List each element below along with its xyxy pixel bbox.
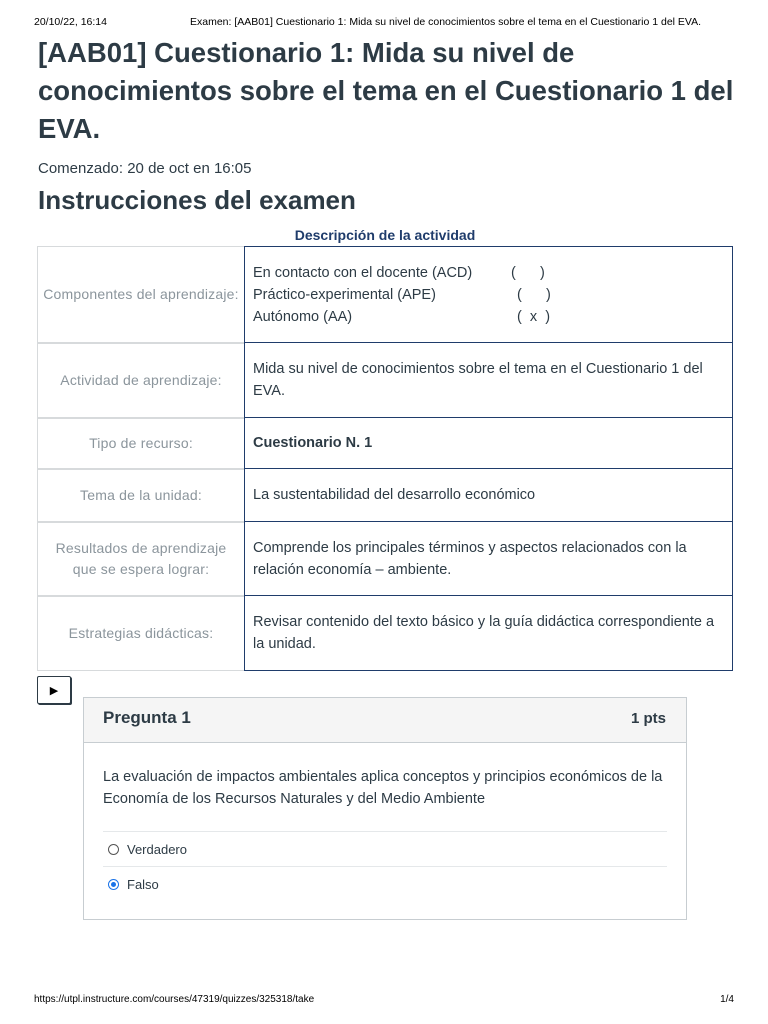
answer-label: Verdadero xyxy=(127,841,187,857)
quiz-title: [AAB01] Cuestionario 1: Mida su nivel de conocimientos sobre el tema en el Cuestionario 1 del EVA. xyxy=(38,37,734,144)
question-text: La evaluación de impactos ambientales aplica conceptos y principios económicos de la Economía de los Recursos Naturales y del Medio Ambiente xyxy=(103,769,663,807)
play-button[interactable] xyxy=(37,676,71,704)
radio-button[interactable] xyxy=(108,844,119,855)
quiz-started-time: Comenzado: 20 de oct en 16:05 xyxy=(38,160,252,177)
components-value xyxy=(244,246,733,343)
component-name: Autónomo (AA) xyxy=(253,308,353,325)
print-footer xyxy=(34,994,734,1008)
print-header xyxy=(34,16,734,30)
activity-table-caption: Descripción de la actividad xyxy=(294,227,476,243)
question-name: Pregunta 1 xyxy=(103,708,191,727)
topic-value: La sustentabilidad del desarrollo económico xyxy=(244,469,733,522)
activity-label: Actividad de aprendizaje: xyxy=(37,343,244,418)
strategies-value: Revisar contenido del texto básico y la guía didáctica correspondiente a la unidad. xyxy=(244,596,733,671)
table-row-strategies xyxy=(37,596,733,671)
component-ape xyxy=(253,284,724,306)
component-mark: ( ) xyxy=(511,264,545,281)
answer-option[interactable] xyxy=(103,866,667,901)
resource-value: Cuestionario N. 1 xyxy=(244,418,733,469)
topic-label: Tema de la unidad: xyxy=(37,469,244,522)
table-row-components xyxy=(37,246,733,343)
table-row-resource xyxy=(37,418,733,469)
activity-table xyxy=(37,246,733,671)
results-label: Resultados de aprendizaje que se espera lograr: xyxy=(37,522,244,596)
results-value: Comprende los principales términos y aspectos relacionados con la relación economía – ambiente. xyxy=(244,522,733,596)
radio-button-selected[interactable] xyxy=(108,879,119,890)
component-acd xyxy=(253,262,724,284)
resource-label: Tipo de recurso: xyxy=(37,418,244,469)
table-row-topic xyxy=(37,469,733,522)
component-mark: ( x ) xyxy=(517,308,551,325)
instructions-heading: Instrucciones del examen xyxy=(38,185,356,215)
play-icon: ▶ xyxy=(49,684,59,697)
table-row-activity xyxy=(37,343,733,418)
question-header xyxy=(84,698,686,743)
print-page-number: 1/4 xyxy=(720,994,734,1005)
strategies-label: Estrategias didácticas: xyxy=(37,596,244,671)
print-datetime: 20/10/22, 16:14 xyxy=(34,16,107,28)
answer-option[interactable] xyxy=(103,831,667,866)
print-url: https://utpl.instructure.com/courses/47319/quizzes/325318/take xyxy=(34,994,315,1005)
component-aa xyxy=(253,306,724,328)
question-points: 1 pts xyxy=(630,710,666,727)
activity-value: Mida su nivel de conocimientos sobre el tema en el Cuestionario 1 del EVA. xyxy=(244,343,733,418)
table-row-results xyxy=(37,522,733,596)
answer-label: Falso xyxy=(127,876,159,892)
question-card xyxy=(83,697,687,920)
components-label: Componentes del aprendizaje: xyxy=(37,246,244,343)
component-name: En contacto con el docente (ACD) xyxy=(253,264,473,281)
component-name: Práctico-experimental (APE) xyxy=(253,286,436,303)
component-mark: ( ) xyxy=(517,286,551,303)
print-page-title: Examen: [AAB01] Cuestionario 1: Mida su nivel de conocimientos sobre el tema en el Cuestionario 1 del EVA. xyxy=(190,16,702,28)
answer-list xyxy=(103,831,667,901)
